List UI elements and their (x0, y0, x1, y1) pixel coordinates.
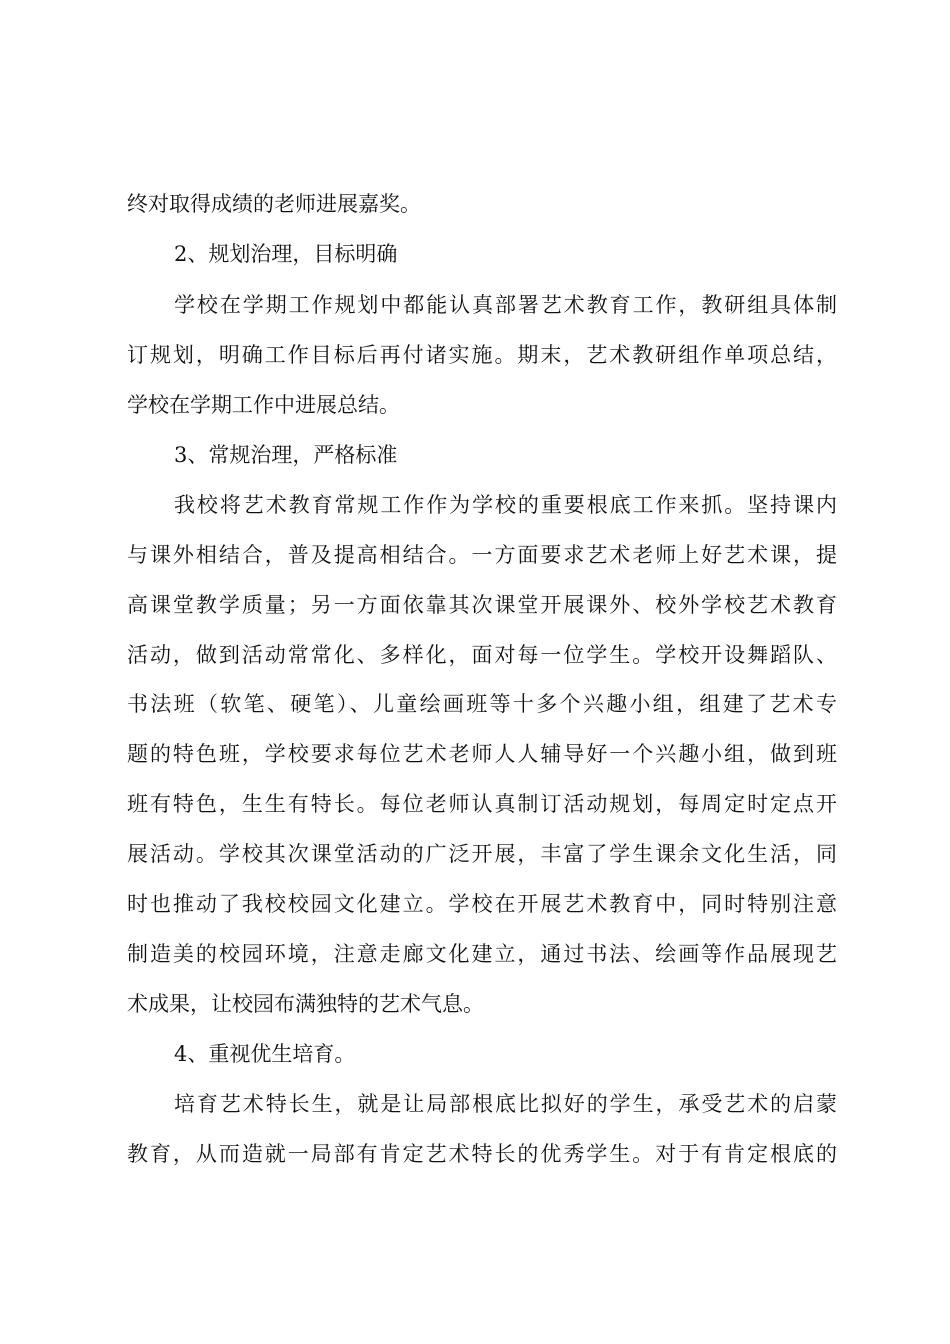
paragraph-line: 展活动。学校其次课堂活动的广泛开展，丰富了学生课余文化生活，同 (127, 842, 837, 866)
paragraph-line: 与课外相结合，普及提高相结合。一方面要求艺术老师上好艺术课，提 (127, 543, 837, 567)
paragraph-line: 学校在学期工作中进展总结。 (127, 393, 400, 417)
paragraph-line: 班有特色，生生有特长。每位老师认真制订活动规划，每周定时定点开 (127, 792, 837, 816)
paragraph-line: 书法班（软笔、硬笔）、儿童绘画班等十多个兴趣小组，组建了艺术专 (127, 692, 837, 716)
section-heading: 3、常规治理，严格标准 (174, 443, 398, 467)
paragraph-line: 教育，从而造就一局部有肯定艺术特长的优秀学生。对于有肯定根底的 (127, 1142, 837, 1166)
section-heading: 2、规划治理，目标明确 (174, 242, 398, 266)
paragraph-line: 制造美的校园环境，注意走廊文化建立，通过书法、绘画等作品展现艺 (127, 942, 837, 966)
paragraph-line: 我校将艺术教育常规工作作为学校的重要根底工作来抓。坚持课内 (174, 493, 837, 517)
text-line: 终对取得成绩的老师进展嘉奖。 (127, 192, 421, 216)
paragraph-line: 术成果，让校园布满独特的艺术气息。 (127, 992, 484, 1016)
paragraph-line: 学校在学期工作规划中都能认真部署艺术教育工作，教研组具体制 (174, 293, 837, 317)
paragraph-line: 高课堂教学质量；另一方面依靠其次课堂开展课外、校外学校艺术教育 (127, 593, 837, 617)
section-heading: 4、重视优生培育。 (174, 1042, 356, 1066)
paragraph-line: 培育艺术特长生，就是让局部根底比拟好的学生，承受艺术的启蒙 (174, 1092, 837, 1116)
paragraph-line: 活动，做到活动常常化、多样化，面对每一位学生。学校开设舞蹈队、 (127, 643, 837, 667)
paragraph-line: 题的特色班，学校要求每位艺术老师人人辅导好一个兴趣小组，做到班 (127, 742, 837, 766)
paragraph-line: 时也推动了我校校园文化建立。学校在开展艺术教育中，同时特别注意 (127, 892, 837, 916)
paragraph-line: 订规划，明确工作目标后再付诸实施。期末，艺术教研组作单项总结， (127, 343, 837, 367)
